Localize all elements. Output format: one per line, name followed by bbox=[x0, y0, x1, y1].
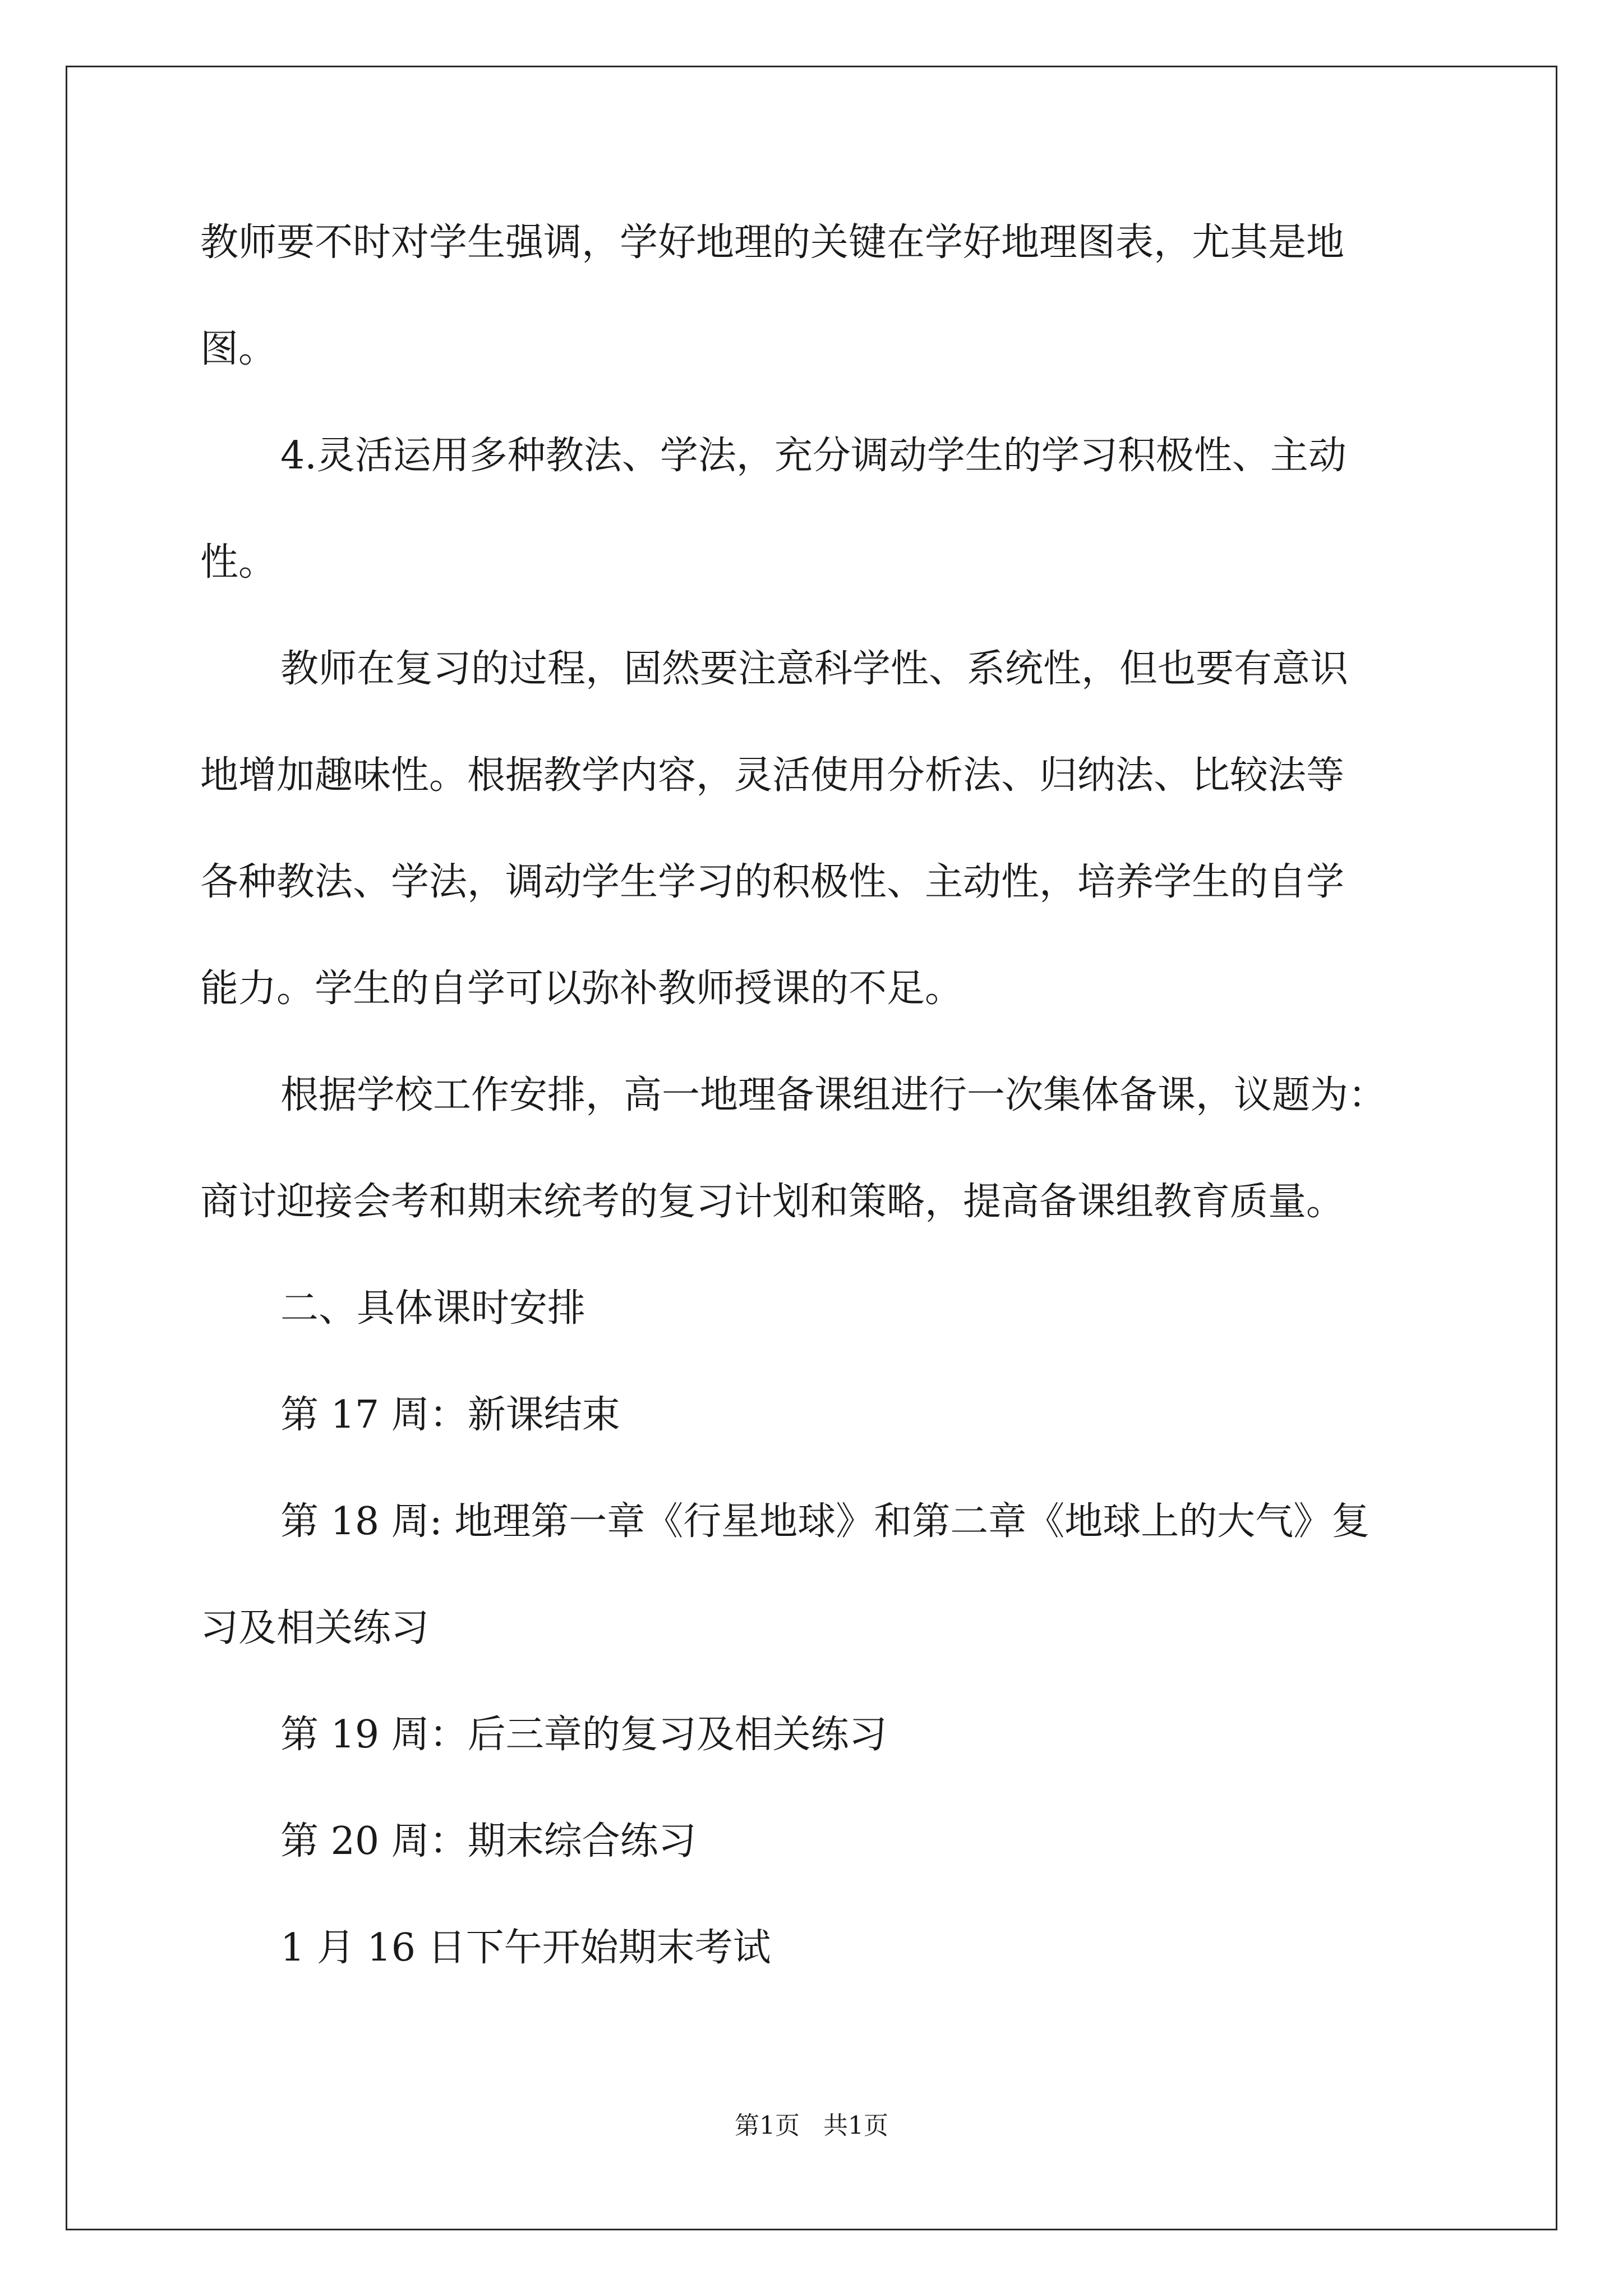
page-footer: 第1页 共1页 bbox=[735, 2111, 888, 2140]
paragraph-line: 4.灵活运用多种教法、学法，充分调动学生的学习积极性、主动 bbox=[280, 434, 1347, 478]
schedule-item: 第 19 周：后三章的复习及相关练习 bbox=[280, 1713, 887, 1757]
page-border bbox=[66, 66, 1557, 2230]
paragraph-line: 能力。学生的自学可以弥补教师授课的不足。 bbox=[200, 967, 963, 1011]
schedule-item: 第 18 周: 地理第一章《行星地球》和第二章《地球上的大气》复 bbox=[280, 1499, 1370, 1544]
paragraph-line: 性。 bbox=[200, 540, 277, 585]
schedule-item: 第 20 周：期末综合练习 bbox=[280, 1819, 697, 1864]
paragraph-line: 根据学校工作安排，高一地理备课组进行一次集体备课，议题为： bbox=[280, 1073, 1387, 1117]
section-heading: 二、具体课时安排 bbox=[280, 1286, 586, 1331]
paragraph-line: 教师要不时对学生强调，学好地理的关键在学好地理图表，尤其是地 bbox=[200, 220, 1345, 265]
schedule-item: 1 月 16 日下午开始期末考试 bbox=[280, 1926, 771, 1970]
paragraph-line: 商讨迎接会考和期末统考的复习计划和策略，提高备课组教育质量。 bbox=[200, 1180, 1345, 1224]
paragraph-line: 教师在复习的过程，固然要注意科学性、系统性，但也要有意识 bbox=[280, 647, 1349, 691]
paragraph-line: 地增加趣味性。根据教学内容，灵活使用分析法、归纳法、比较法等 bbox=[200, 753, 1345, 798]
paragraph-line: 图。 bbox=[200, 327, 277, 371]
schedule-item: 第 17 周：新课结束 bbox=[280, 1393, 620, 1437]
schedule-item: 习及相关练习 bbox=[200, 1606, 430, 1650]
paragraph-line: 各种教法、学法，调动学生学习的积极性、主动性，培养学生的自学 bbox=[200, 860, 1345, 904]
